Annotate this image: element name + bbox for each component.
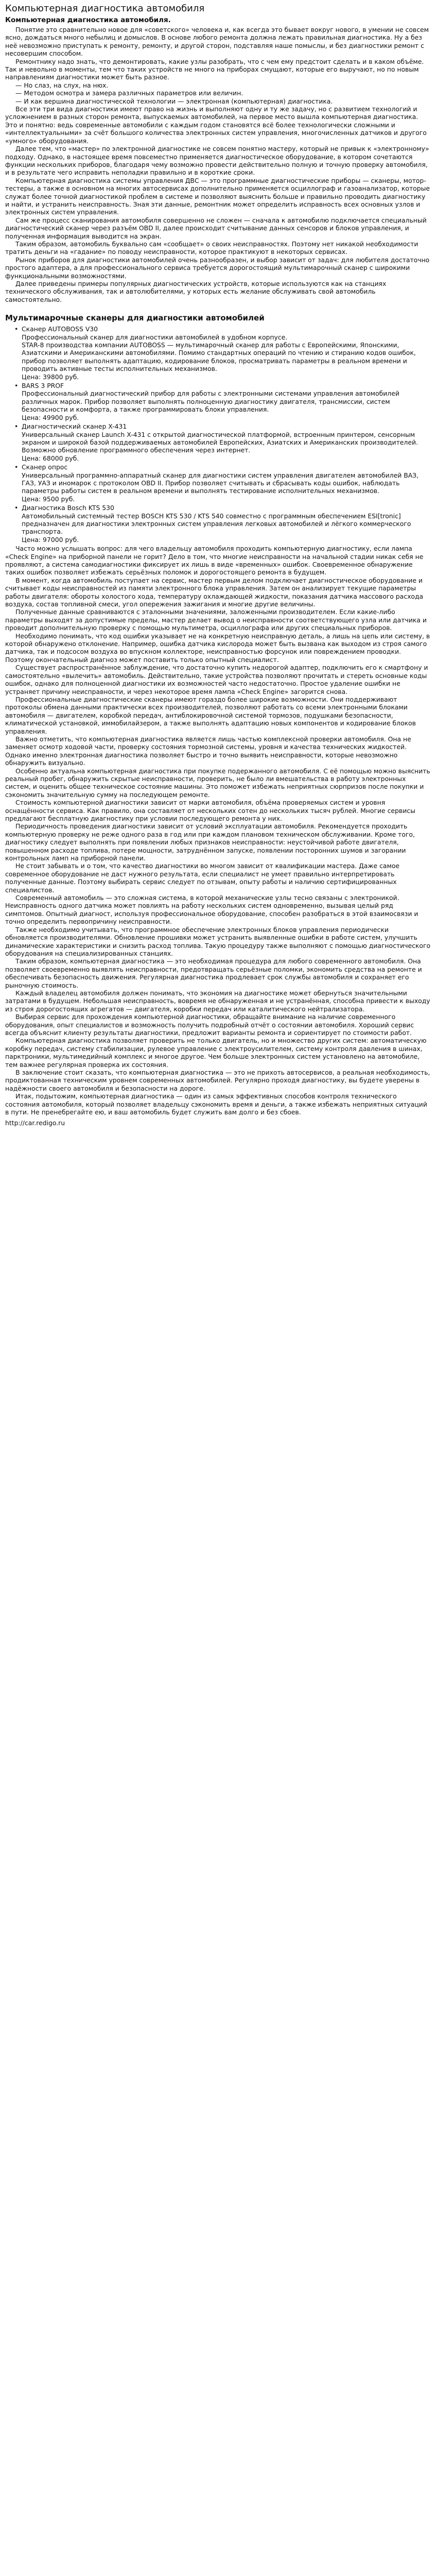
body-paragraph: Таким образом, компьютерная диагностика — это необходимая процедура для любого современного автомобиля. Она позволяет своевременно выявлять неисправности, предотвращать серьёзные поломки, экономить средства на ремонте и обеспечивать безопасность движения. Регулярная диагностика продлевает срок службы автомобиля и сохраняет его рыночную стоимость. [5, 957, 422, 989]
intro-paragraph: — Методом осмотра и замера различных параметров или величин. [15, 89, 243, 97]
section-heading: Мультимарочные сканеры для диагностики автомобилей [5, 313, 265, 323]
body-paragraph: Стоимость компьютерной диагностики зависит от марки автомобиля, объёма проверяемых систем и уровня оснащённости сервиса. Как правило, она составляет от нескольких сотен до нескольких тысяч рублей. Многие сервисы предлагают бесплатную диагностику при условии последующего ремонта у них. [5, 799, 415, 822]
body-paragraph: Современный автомобиль — это сложная система, в которой механические узлы тесно связаны с электроникой. Неисправность одного датчика может повлиять на работу нескольких систем одновременно, вызывая целый ряд симптомов. Опытный диагност, используя профессиональное оборудование, способен разобраться в этой взаимосвязи и точно определить первопричину неисправности. [5, 894, 418, 926]
body-paragraph: Особенно актуальна компьютерная диагностика при покупке подержанного автомобиля. С её помощью можно выяснить реальный пробег, обнаружить скрытые неисправности, проверить, не было ли вмешательства в работу электронных систем, и оценить общее техническое состояние машины. Это поможет избежать неприятных сюрпризов после покупки и сэкономить значительную сумму на последующем ремонте. [5, 767, 430, 799]
intro-paragraph: Таким образом, автомобиль буквально сам «сообщает» о своих неисправностях. Поэтому нет никакой необходимости тратить деньги на «гадание» по поводу неисправности, которое практикуют в некоторых сервисах. [5, 240, 418, 256]
product-item [14, 382, 431, 421]
product-price: Цена: 39800 руб. [22, 372, 79, 381]
product-item [14, 422, 431, 462]
body-paragraph: Также необходимо учитывать, что программное обеспечение электронных блоков управления периодически обновляется производителями. Обновление прошивки может устранить выявленные ошибки в работе систем, улучшить динамические характеристики и снизить расход топлива. Такую процедуру также выполняют с помощью диагностического оборудования на специализированных станциях. [5, 925, 431, 957]
product-item [14, 504, 431, 544]
source-link[interactable]: http://car.redigo.ru [5, 1119, 65, 1127]
intro-paragraph: Сам же процесс сканирования автомобиля совершенно не сложен — сначала к автомобилю подключается специальный диагностический сканер через разъём OBD II, далее происходит считывание данных сенсоров и блоков управления, и полученная информация выводится на экран. [5, 216, 427, 240]
product-price: Цена: 9500 руб. [22, 495, 75, 503]
product-description [22, 431, 431, 463]
product-line: STAR-8 производства компании AUTOBOSS — мультимарочный сканер для работы с Европейскими, Японскими, Азиатскими и Американскими автомобилями. Помимо стандартных операций по чтению и стиранию кодов ошибок, прибор позволяет выполнять адаптацию, кодирование блоков, просматривать параметры в реальном времени и проводить активные тесты исполнительных механизмов. [22, 341, 416, 373]
product-price: Цена: 68000 руб. [22, 454, 79, 462]
intro-paragraph: — И как вершина диагностической технологии — электронная (компьютерная) диагностика. [15, 97, 333, 105]
body-paragraph: Каждый владелец автомобиля должен понимать, что экономия на диагностике может обернуться значительными затратами в будущем. Небольшая неисправность, вовремя не обнаруженная и не устранённая, способна привести к выходу из строя дорогостоящих агрегатов — двигателя, коробки передач или каталитического нейтрализатора. [5, 989, 430, 1013]
product-name: • Диагностический сканер X-431 [14, 422, 431, 430]
intro-paragraph: Все эти три вида диагностики имеют право на жизнь и выполняют одну и ту же задачу, но с развитием технологий и усложнением в разных сторон ремонта, выпускаемых автомобилей, на первое место вышла компьютерная диагностика. Это и понятно: ведь современные автомобили с каждым годом становятся всё более технологически сложными и «интеллектуальными» за счёт большого количества электронных систем управления, многочисленных датчиков и другого «умного» оборудования. [5, 105, 427, 145]
product-item [14, 463, 431, 503]
product-description [22, 471, 431, 503]
body-paragraph: Необходимо понимать, что код ошибки указывает не на конкретную неисправную деталь, а лишь на цепь или систему, в которой обнаружено отклонение. Например, ошибка датчика кислорода может быть вызвана как выходом из строя самого датчика, так и подсосом воздуха во впускном коллекторе, неисправностью форсунок или повреждением проводки. Поэтому окончательный диагноз может поставить только опытный специалист. [5, 632, 430, 664]
product-description [22, 389, 431, 421]
product-description [22, 333, 431, 381]
body-paragraph: Компьютерная диагностика позволяет проверить не только двигатель, но и множество других систем: автоматическую коробку передач, систему стабилизации, рулевое управление с электроусилителем, систему контроля давления в шинах, парктроники, мультимедийный комплекс и многое другое. Чем больше электронных систем установлено на автомобиле, тем важнее регулярная проверка их состояния. [5, 1037, 427, 1069]
body-paragraph: Выбирая сервис для прохождения компьютерной диагностики, обращайте внимание на наличие современного оборудования, опыт специалистов и возможность получить подробный отчёт о состоянии автомобиля. Хороший сервис всегда объяснит клиенту результаты диагностики, предложит варианты ремонта и сориентирует по стоимости работ. [5, 1013, 414, 1037]
body-paragraph: Важно отметить, что компьютерная диагностика является лишь частью комплексной проверки автомобиля. Она не заменяет осмотр ходовой части, проверку состояния тормозной системы, уровня и качества технических жидкостей. Однако именно электронная диагностика позволяет быстро и точно выявить неисправности, которые невозможно обнаружить визуально. [5, 735, 411, 767]
product-name: • Сканер AUTOBOSS V30 [14, 325, 431, 333]
article-subtitle: Компьютерная диагностика автомобиля. [5, 16, 171, 24]
product-line: Автомобильный системный тестер BOSCH KTS 530 / KTS 540 совместно с программным обеспечением ESI[tronic] предназначен для диагностики электронных систем управления легковых автомобилей и лёгкого коммерческого транспорта. [22, 512, 411, 536]
body-paragraph: Полученные данные сравниваются с эталонными значениями, заложенными производителем. Если какие-либо параметры выходят за допустимые пределы, мастер делает вывод о неисправности соответствующего узла или датчика и проводит дополнительную проверку с помощью мультиметра, осциллографа или других специальных приборов. [5, 608, 427, 632]
body-paragraph: Не стоит забывать и о том, что качество диагностики во многом зависит от квалификации мастера. Даже самое современное оборудование не даст нужного результата, если специалист не умеет правильно интерпретировать полученные данные. Поэтому выбирать сервис следует по отзывам, опыту работы и наличию сертифицированных специалистов. [5, 862, 400, 894]
product-name: • Сканер опрос [14, 463, 431, 471]
body-paragraph: Профессиональные диагностические сканеры имеют гораздо более широкие возможности. Они поддерживают протоколы обмена данными практически всех производителей, позволяют работать со всеми электронными блоками автомобиля — двигателем, коробкой передач, антиблокировочной системой тормозов, подушками безопасности, климатической установкой, иммобилайзером, а также выполнять адаптацию новых компонентов и кодирование блоков управления. [5, 695, 416, 735]
product-price: Цена: 49900 руб. [22, 413, 79, 421]
product-line: Профессиональный диагностический прибор для работы с электронными системами управления автомобилей различных марок. Прибор позволяет выполнять полноценную диагностику двигателя, трансмиссии, систем безопасности и комфорта, а также программировать блоки управления. [22, 389, 399, 414]
intro-paragraph: Ремонтнику надо знать, что демонтировать, какие узлы разобрать, что с чем ему предстоит сделать и в каком объёме. Так и невольно в моменты, тем что таких устройств не много на приборах смущают, которые его выручают, но по новым направлениям диагностики может быть разное. [5, 57, 424, 81]
product-item [14, 325, 431, 381]
product-list [14, 325, 431, 544]
page-title: Компьютерная диагностика автомобиля [5, 3, 205, 14]
intro-paragraph: Далее тем, что «мастер» по электронной диагностике не совсем понятно мастеру, который не привык к «электронному» подходу. Однако, в настоящее время повсеместно применяется диагностическое оборудование, в котором сочетаются функции нескольких приборов, благодаря чему возможно провести действительно полную и точную проверку автомобиля, и в результате чего исправить неполадки правильно и в короткие сроки. [5, 145, 429, 177]
intro-section [5, 26, 431, 303]
product-description [22, 512, 431, 544]
product-line: Универсальный программно-аппаратный сканер для диагностики систем управления двигателем автомобилей ВАЗ, ГАЗ, УАЗ и иномарок с протоколом OBD II. Прибор позволяет считывать и сбрасывать коды ошибок, наблюдать параметры работы систем в реальном времени и выполнять тестирование исполнительных механизмов. [22, 471, 419, 495]
product-name: • BARS 3 PROF [14, 382, 431, 389]
body-paragraph: Существует распространённое заблуждение, что достаточно купить недорогой адаптер, подключить его к смартфону и самостоятельно «вылечить» автомобиль. Действительно, такие устройства позволяют прочитать и стереть основные коды ошибок, однако для полноценной диагностики их возможностей часто недостаточно. Простое удаление ошибки не устраняет причину неисправности, и через некоторое время лампа «Check Engine» загорится снова. [5, 664, 428, 696]
body-paragraph: Часто можно услышать вопрос: для чего владельцу автомобиля проходить компьютерную диагностику, если лампа «Check Engine» на приборной панели не горит? Дело в том, что многие неисправности на начальной стадии никак себя не проявляют, а система самодиагностики фиксирует их лишь в виде «временных» ошибок. Своевременное обнаружение таких ошибок позволяет избежать серьёзных поломок и дорогостоящего ремонта в будущем. [5, 545, 424, 577]
intro-paragraph: — Но слаз, на слух, на нюх. [15, 81, 109, 89]
product-price: Цена: 97000 руб. [22, 535, 79, 544]
body-paragraph: Периодичность проведения диагностики зависит от условий эксплуатации автомобиля. Рекомендуется проходить компьютерную проверку не реже одного раза в год или при каждом плановом техническом обслуживании. Кроме того, диагностику следует выполнять при появлении любых признаков неисправности: неустойчивой работе двигателя, повышенном расходе топлива, потере мощности, затруднённом запуске, появлении посторонних шумов и загорании контрольных ламп на приборной панели. [5, 822, 415, 862]
body-section [5, 545, 431, 1116]
product-name: • Диагностика Bosch KTS 530 [14, 504, 431, 512]
intro-paragraph: Компьютерная диагностика системы управления ДВС — это программные диагностические приборы — сканеры, мотор-тестеры, а также в основном на многих автосервисах дополнительно применяется осциллограф и газоанализатор, которые служат более точной диагностикой проблем в системе и позволяют выяснить больше и правильно проводить диагностику и найти, и устранить неисправность. Зная эти данные, ремонтник может определить исправность всех основных узлов и электронных систем управления. [5, 176, 430, 216]
intro-paragraph: Рынок приборов для диагностики автомобилей очень разнообразен, и выбор зависит от задач: для любителя достаточно простого адаптера, а для профессионального сервиса требуется дорогостоящий мультимарочный сканер с широкими функциональными возможностями. [5, 256, 430, 280]
intro-paragraph: Понятие это сравнительно новое для «советского» человека и, как всегда это бывает вокруг нового, в умении не совсем ясно, дождаться много небылиц и домыслов. В основе любого ремонта должна лежать правильная диагностика. Ну а без неё невозможно приступать к ремонту, ремонту, и другой сторон, подставляя наше помыслы, и без диагностики ремонт с несовершим способом. [5, 26, 429, 58]
intro-paragraph: Далее приведены примеры популярных диагностических устройств, которые используются как на станциях технического обслуживания, так и автолюбителями, у которых есть желание обслуживать свой автомобиль самостоятельно. [5, 280, 387, 303]
product-line: Универсальный сканер Launch X-431 с открытой диагностической платформой, встроенным принтером, сенсорным экраном и широкой базой поддерживаемых автомобилей Европейских, Азиатских и Американских производителей. Возможно обновление программного обеспечения через интернет. [22, 430, 418, 454]
body-paragraph: В заключение стоит сказать, что компьютерная диагностика — это не прихоть автосервисов, а реальная необходимость, продиктованная техническим уровнем современных автомобилей. Регулярно проходя диагностику, вы будете уверены в надёжности своего автомобиля и безопасности на дороге. [5, 1069, 430, 1092]
body-paragraph: Итак, подытожим, компьютерная диагностика — один из самых эффективных способов контроля технического состояния автомобиля, который позволяет владельцу сэкономить время и деньги, а также избежать неприятных ситуаций в пути. Не пренебрегайте ею, и ваш автомобиль будет служить вам долго и без сбоев. [5, 1092, 427, 1116]
body-paragraph: В момент, когда автомобиль поступает на сервис, мастер первым делом подключает диагностическое оборудование и считывает коды неисправностей из памяти электронного блока управления. Затем он анализирует текущие параметры работы двигателя: обороты холостого хода, температуру охлаждающей жидкости, показания датчика массового расхода воздуха, состав топливной смеси, угол опережения зажигания и многие другие величины. [5, 576, 424, 608]
product-line: Профессиональный сканер для диагностики автомобилей в удобном корпусе. [22, 333, 288, 341]
